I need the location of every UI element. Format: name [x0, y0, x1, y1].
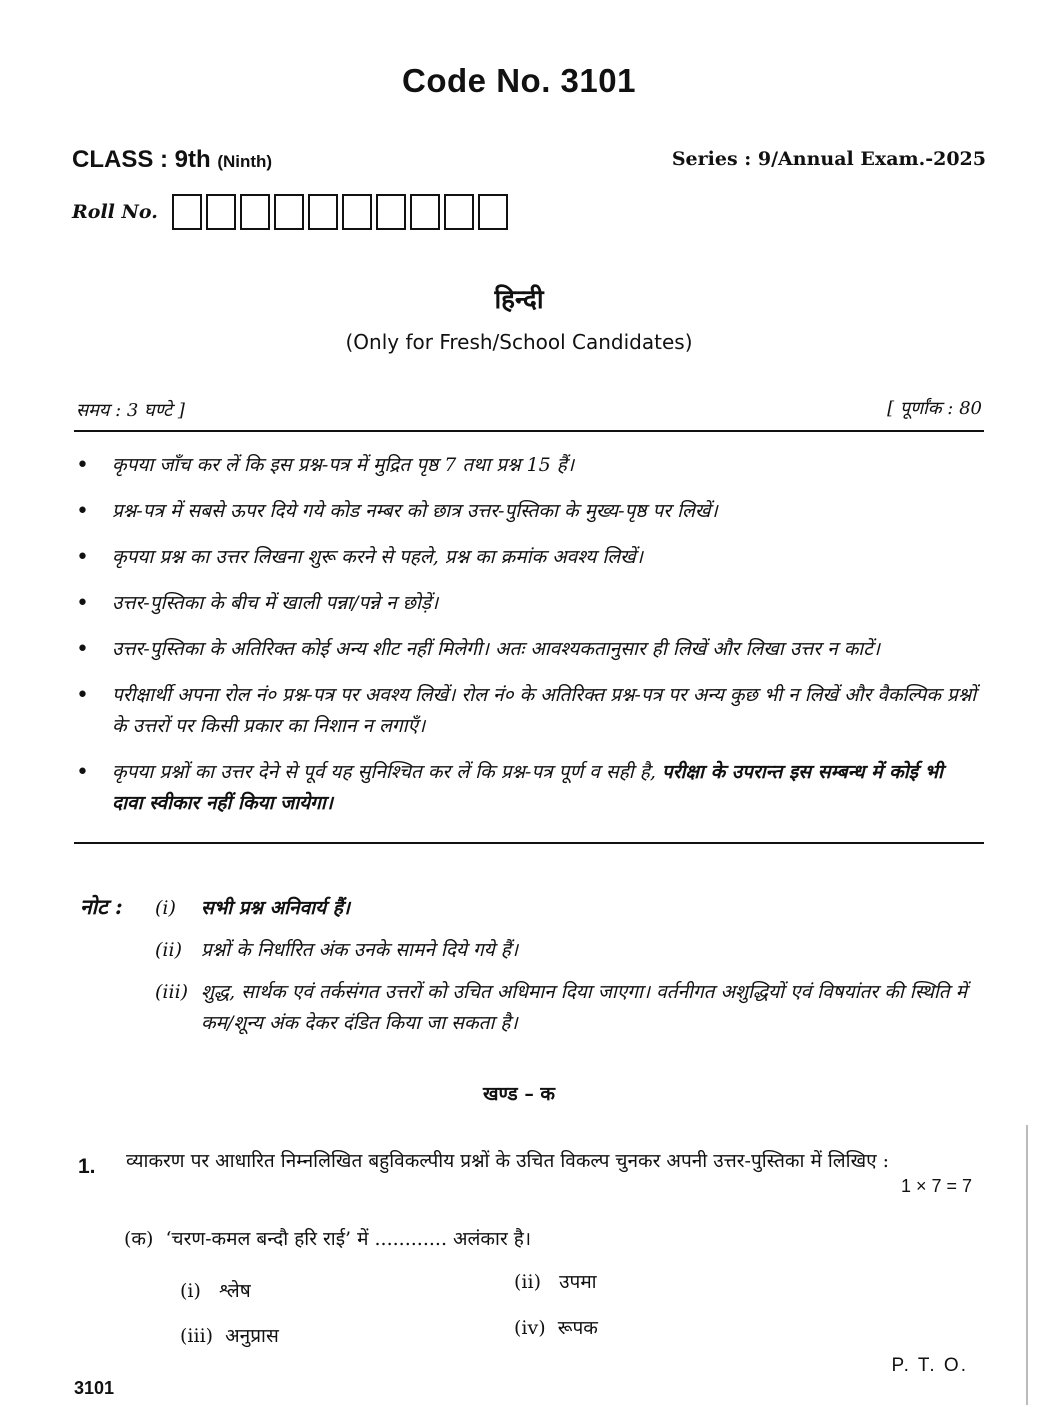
option: [514, 1268, 597, 1294]
note-item: [155, 893, 980, 924]
option-number: (i): [180, 1280, 201, 1302]
class-sub: (Ninth): [217, 152, 273, 171]
instruction-item: • कृपया प्रश्न का उत्तर लिखना शुरू करने से पहले, प्रश्न का क्रमांक अवश्य लिखें।: [72, 542, 977, 573]
divider: [74, 430, 984, 432]
roll-digit-box[interactable]: [240, 194, 270, 230]
roll-digit-box[interactable]: [274, 194, 304, 230]
option-text: श्लेष: [219, 1280, 251, 1302]
class-label: [72, 146, 272, 174]
roll-digit-box[interactable]: [478, 194, 508, 230]
roll-number-boxes[interactable]: [172, 194, 512, 230]
footer-code: 3101: [74, 1378, 115, 1398]
max-marks: [ पूर्णांक : 80: [887, 398, 982, 419]
pto-label: P. T. O.: [891, 1355, 968, 1376]
series-label: Series : 9/Annual Exam.-2025: [671, 148, 986, 170]
question-number: 1.: [78, 1155, 96, 1178]
roll-digit-box[interactable]: [444, 194, 474, 230]
roll-digit-box[interactable]: [172, 194, 202, 230]
question-text: व्याकरण पर आधारित निम्नलिखित बहुविकल्पीय प्रश्नों के उचित विकल्प चुनकर अपनी उत्तर-पुस्तिका में लिखिए :: [126, 1150, 890, 1172]
note-item: [155, 935, 980, 966]
note-label: नोट :: [80, 894, 123, 919]
option: [514, 1314, 598, 1340]
subject-title: हिन्दी: [494, 285, 544, 315]
class-value: CLASS : 9th: [72, 146, 211, 173]
option-text: अनुप्रास: [225, 1325, 279, 1347]
option-number: (iv): [514, 1317, 546, 1339]
sub-question: [124, 1225, 531, 1251]
option-text: उपमा: [559, 1271, 597, 1293]
instruction-item: • उत्तर-पुस्तिका के बीच में खाली पन्ना/पन्ने न छोड़ें।: [72, 588, 977, 619]
candidates-note: (Only for Fresh/School Candidates): [345, 330, 693, 354]
roll-digit-box[interactable]: [206, 194, 236, 230]
instruction-item: • कृपया जाँच कर लें कि इस प्रश्न-पत्र में मुद्रित पृष्ठ 7 तथा प्रश्न 15 हैं।: [72, 450, 977, 481]
page-edge: [1026, 1125, 1028, 1405]
roll-digit-box[interactable]: [308, 194, 338, 230]
option-text: रूपक: [557, 1317, 598, 1339]
instruction-item: • उत्तर-पुस्तिका के अतिरिक्त कोई अन्य शीट नहीं मिलेगी। अतः आवश्यकतानुसार ही लिखें और लिखा उत्तर न काटें।: [72, 634, 977, 665]
note-number: (ii): [155, 939, 182, 961]
time-allowed: समय : 3 घण्टे ]: [76, 400, 185, 421]
note-number: (i): [155, 897, 176, 919]
option: [180, 1277, 251, 1303]
note-text: शुद्ध, सार्थक एवं तर्कसंगत उत्तरों को उचित अधिमान दिया जाएगा। वर्तनीगत अशुद्धियों एवं विषयांतर की स्थिति में कम/शून्य अंक देकर दंडित किया जा सकता है।: [201, 981, 968, 1034]
question-marks: 1 × 7 = 7: [900, 1176, 972, 1196]
section-heading: खण्ड – क: [482, 1083, 556, 1105]
roll-number-label: Roll No.: [72, 201, 158, 223]
note-number: (iii): [155, 981, 189, 1003]
instruction-item: • कृपया प्रश्नों का उत्तर देने से पूर्व यह सुनिश्चित कर लें कि प्रश्न-पत्र पूर्ण व सही है, परीक्षा के उपरान्त इस सम्बन्ध में कोई भी दावा स्वीकार नहीं किया जायेगा।: [72, 757, 977, 819]
note-text: सभी प्रश्न अनिवार्य हैं।: [201, 897, 350, 919]
instruction-bold: परीक्षा के उपरान्त इस सम्बन्ध में कोई भी दावा स्वीकार नहीं किया जायेगा।: [112, 761, 943, 814]
sub-question-text: ‘चरण-कमल बन्दौ हरि राई’ में ............ अलंकार है।: [165, 1228, 532, 1250]
divider: [74, 842, 984, 844]
roll-digit-box[interactable]: [342, 194, 372, 230]
sub-question-label: (क): [124, 1228, 154, 1250]
roll-digit-box[interactable]: [410, 194, 440, 230]
instruction-item: • प्रश्न-पत्र में सबसे ऊपर दिये गये कोड नम्बर को छात्र उत्तर-पुस्तिका के मुख्य-पृष्ठ पर लिखें।: [72, 496, 977, 527]
roll-digit-box[interactable]: [376, 194, 406, 230]
instructions-list: [72, 450, 977, 834]
option: [180, 1322, 279, 1348]
note-item: [155, 977, 980, 1039]
instruction-item: • परीक्षार्थी अपना रोल नं० प्रश्न-पत्र पर अवश्य लिखें। रोल नं० के अतिरिक्त प्रश्न-पत्र पर अन्य कुछ भी न लिखें और वैकल्पिक प्रश्नों के उत्तरों पर किसी प्रकार का निशान न लगाएँ।: [72, 680, 977, 742]
option-number: (ii): [514, 1271, 541, 1293]
code-number-title: Code No. 3101: [402, 62, 636, 99]
note-text: प्रश्नों के निर्धारित अंक उनके सामने दिये गये हैं।: [201, 939, 519, 961]
option-number: (iii): [180, 1325, 214, 1347]
